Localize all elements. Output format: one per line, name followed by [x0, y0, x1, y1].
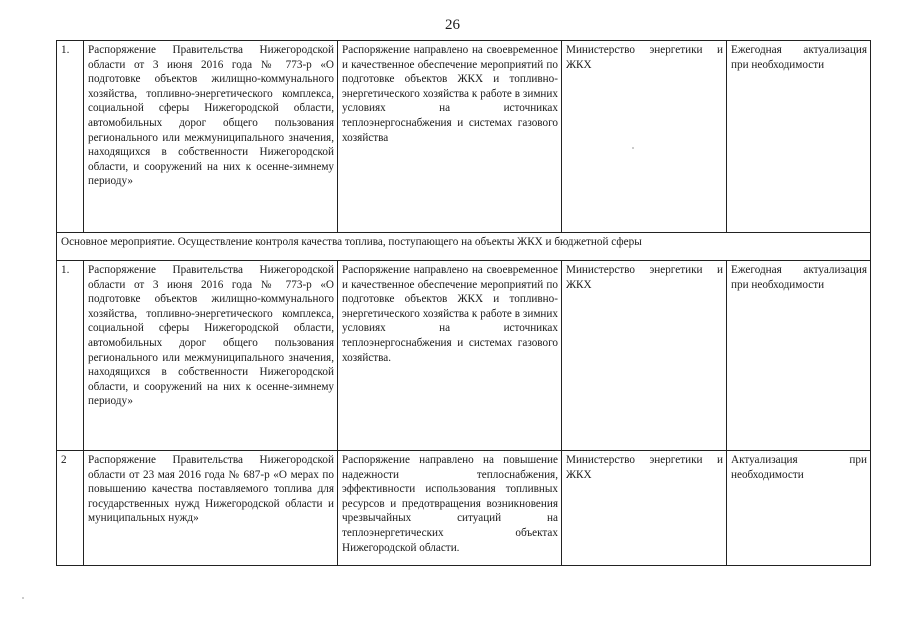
row-number: 2	[57, 451, 84, 566]
row-number: 1.	[57, 41, 84, 233]
document-title: Распоряжение Правительства Нижегородской области от 3 июня 2016 года № 773-р «О подготовке объектов жилищно-коммунального хозяйства, топливно-энергетического комплекса, социальной сферы Нижегородской области, автомобильных дорог общего пользования регионального или межмуниципального значения, находящихся в собственности Нижегородской области, и сооружений на них к осенне-зимнему периоду»	[84, 261, 338, 451]
measures-table	[56, 40, 871, 566]
document-description: Распоряжение направлено на своевременное и качественное обеспечение мероприятий по подготовке объектов ЖКХ и топливно-энергетического хозяйства к работе в зимних условиях на источниках теплоэнергоснабжения и системах газового хозяйства	[338, 41, 562, 233]
responsible-executor: Министерство энергетики и ЖКХ	[562, 261, 727, 451]
table-row	[57, 41, 871, 233]
update-term: Ежегодная актуализация при необходимости	[727, 261, 871, 451]
update-term: Актуализация при необходимости	[727, 451, 871, 566]
table-row	[57, 261, 871, 451]
section-row	[57, 233, 871, 261]
scan-speck	[632, 147, 634, 149]
document-title: Распоряжение Правительства Нижегородской области от 3 июня 2016 года № 773-р «О подготовке объектов жилищно-коммунального хозяйства, топливно-энергетического комплекса, социальной сферы Нижегородской области, автомобильных дорог общего пользования регионального или межмуниципального значения, находящихся в собственности Нижегородской области, и сооружений на них к осенне-зимнему периоду»	[84, 41, 338, 233]
responsible-executor: Министерство энергетики и ЖКХ	[562, 451, 727, 566]
responsible-executor: Министерство энергетики и ЖКХ	[562, 41, 727, 233]
section-title: Основное мероприятие. Осуществление контроля качества топлива, поступающего на объекты ЖКХ и бюджетной сферы	[57, 233, 871, 261]
scan-speck	[22, 597, 24, 599]
document-title: Распоряжение Правительства Нижегородской области от 23 мая 2016 года № 687-р «О мерах по повышению качества поставляемого топлива для государственных нужд Нижегородской области и муниципальных нужд»	[84, 451, 338, 566]
document-description: Распоряжение направлено на своевременное и качественное обеспечение мероприятий по подготовке объектов ЖКХ и топливно-энергетического хозяйства к работе в зимних условиях на источниках теплоэнергоснабжения и системах газового хозяйства.	[338, 261, 562, 451]
update-term: Ежегодная актуализация при необходимости	[727, 41, 871, 233]
document-description: Распоряжение направлено на повышение надежности теплоснабжения, эффективности использования топливных ресурсов и предотвращения возникновения чрезвычайных ситуаций на теплоэнергетических объектах Нижегородской области.	[338, 451, 562, 566]
row-number: 1.	[57, 261, 84, 451]
page-number: 26	[445, 17, 460, 33]
table-row	[57, 451, 871, 566]
